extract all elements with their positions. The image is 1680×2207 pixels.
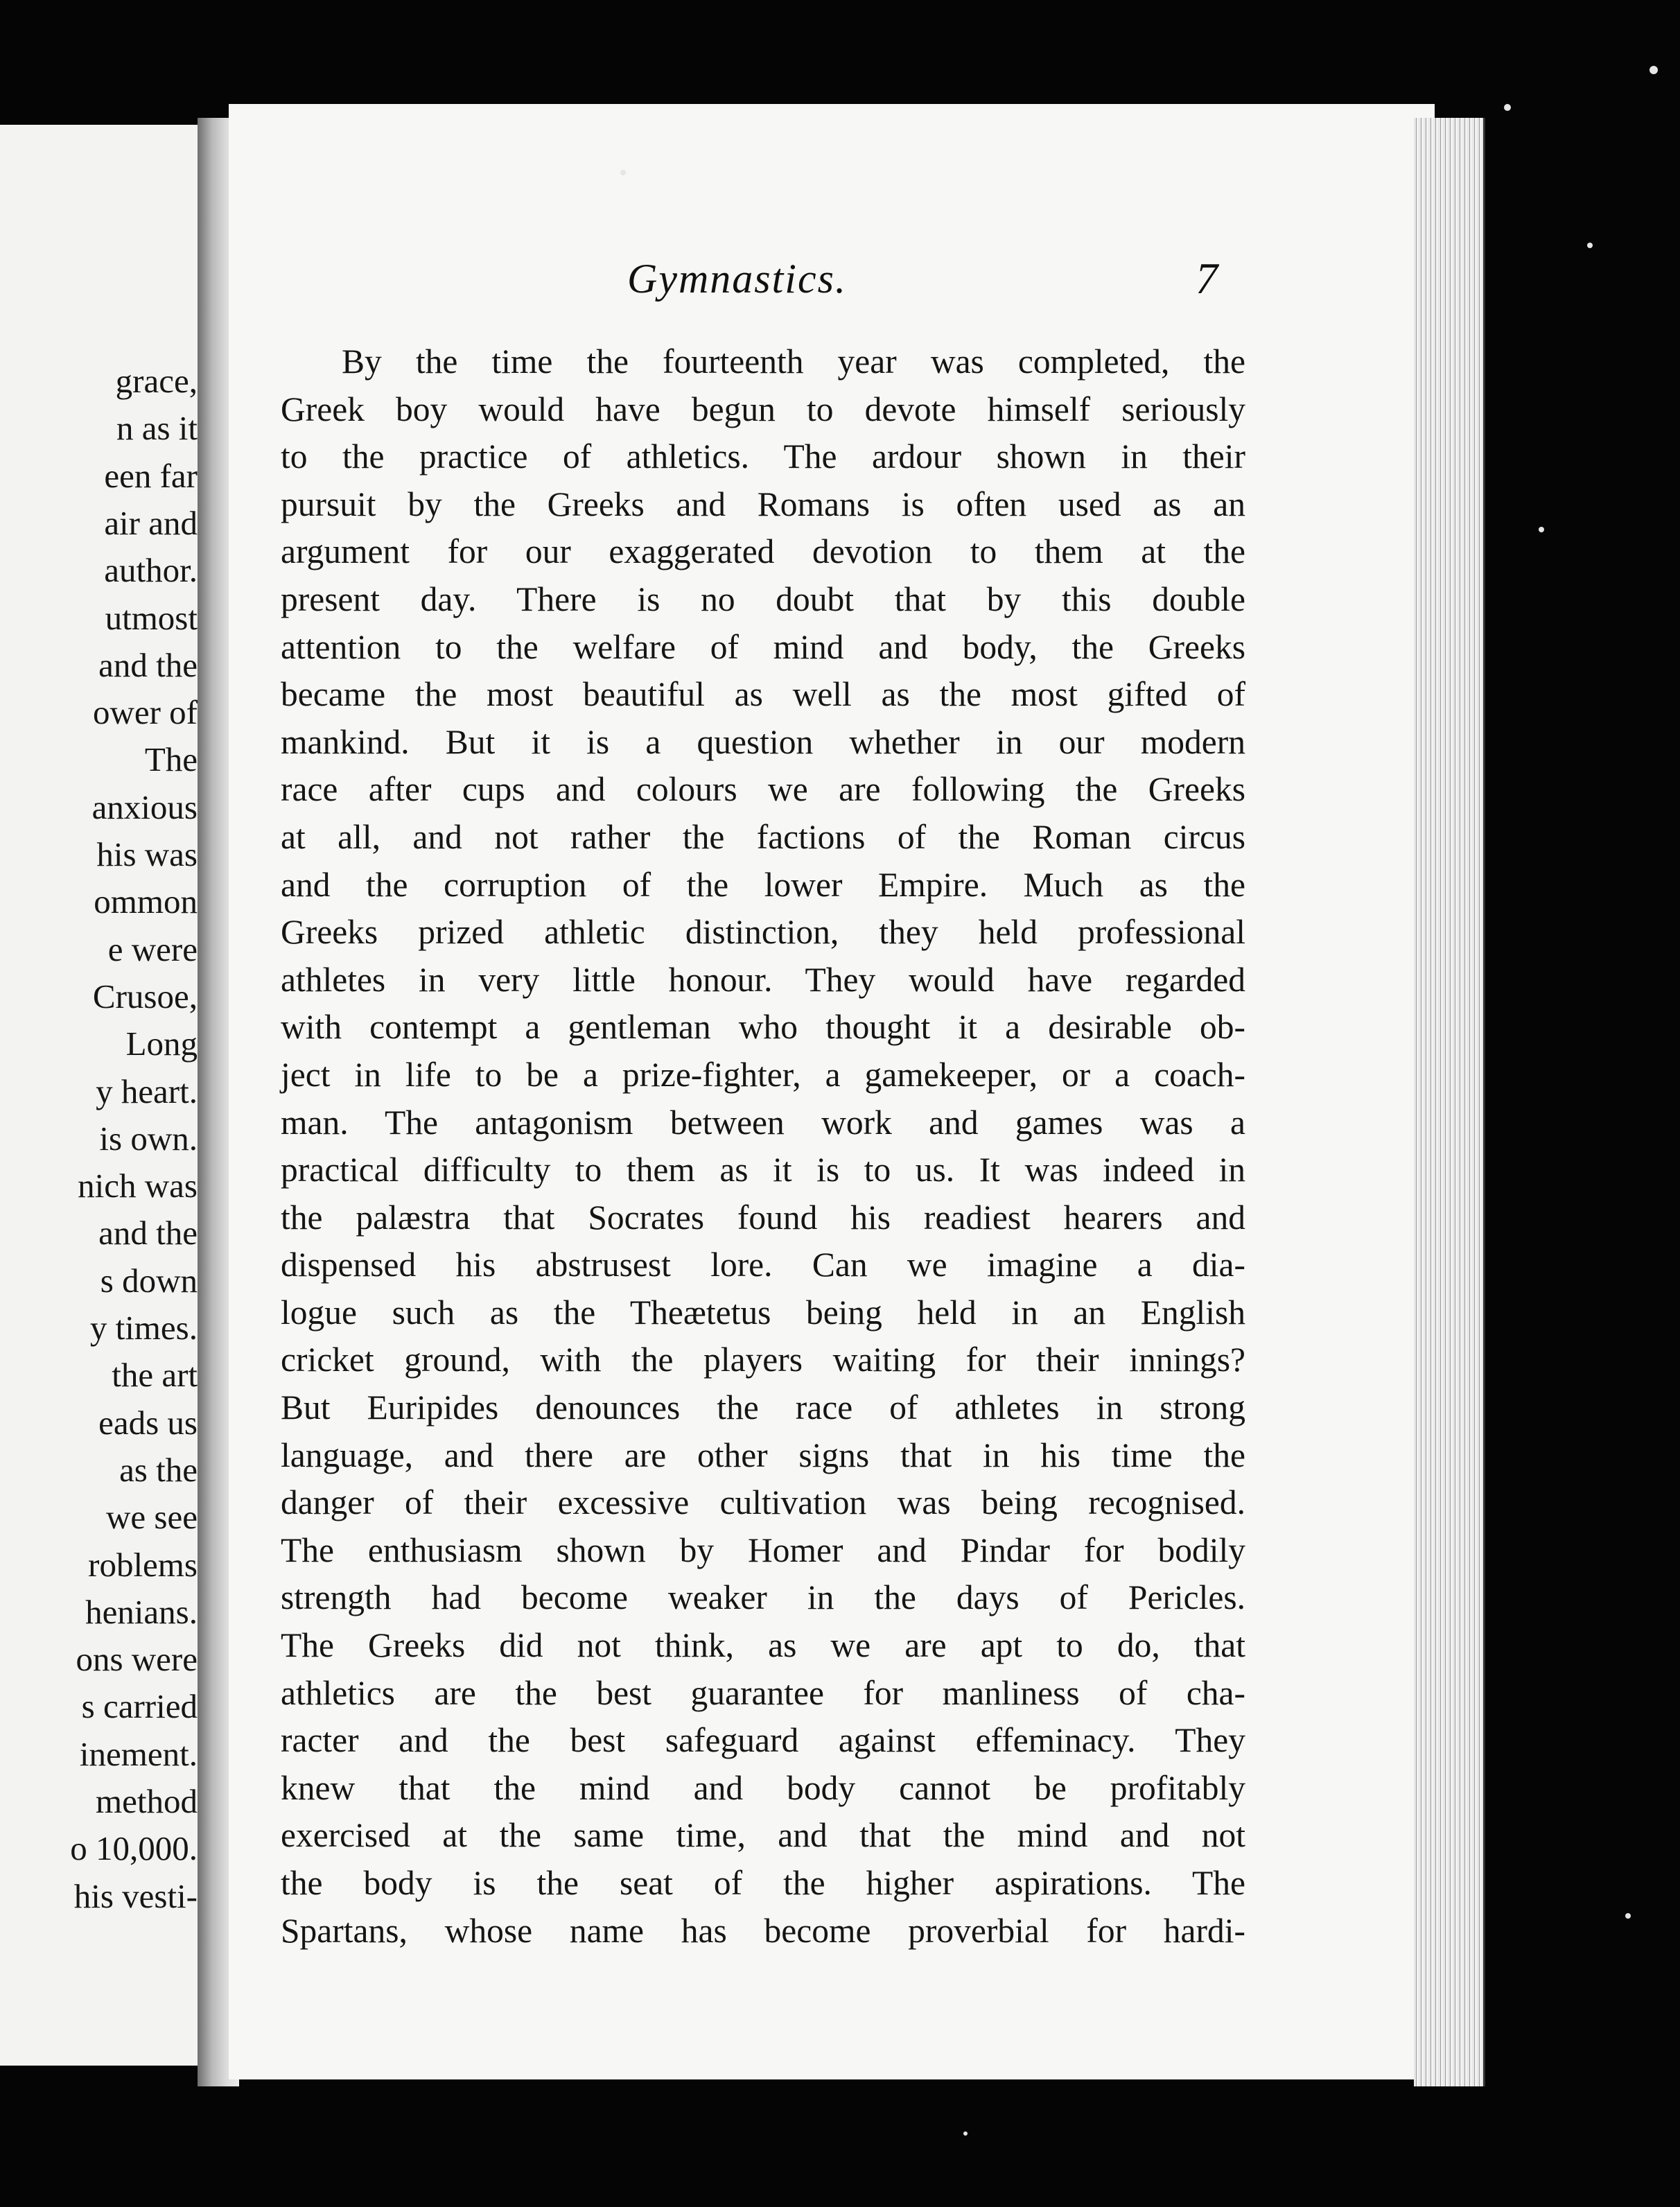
- left-page-line: is own.: [99, 1119, 198, 1158]
- dust-speck: [1587, 243, 1593, 248]
- left-page-line: utmost: [105, 598, 198, 637]
- page-number: 7: [1196, 254, 1218, 303]
- dust-speck: [1625, 1913, 1631, 1919]
- left-page-line: Long: [125, 1024, 198, 1063]
- text-line: ject in life to be a prize-fighter, a gamekeeper, or a coach-: [281, 1055, 1245, 1094]
- left-page-line: ons were: [76, 1640, 198, 1679]
- left-page-line: nich was: [78, 1167, 198, 1205]
- text-line: man. The antagonism between work and games was a: [281, 1103, 1245, 1142]
- left-page-line: henians.: [85, 1592, 198, 1631]
- left-page-line: inement.: [79, 1734, 198, 1773]
- text-line: cricket ground, with the players waiting for their innings?: [281, 1341, 1245, 1379]
- text-line: Spartans, whose name has become proverbial for hardi-: [281, 1911, 1245, 1950]
- text-line: Greek boy would have begun to devote himself seriously: [281, 390, 1245, 428]
- text-line: at all, and not rather the factions of the Roman circus: [281, 817, 1245, 856]
- left-page-line: grace,: [115, 362, 198, 400]
- left-page-line: ommon: [94, 882, 198, 921]
- text-line: with contempt a gentleman who thought it a desirable ob-: [281, 1008, 1245, 1047]
- dust-speck: [620, 170, 626, 175]
- text-line: argument for our exaggerated devotion to them at the: [281, 532, 1245, 571]
- left-page-line: Crusoe,: [92, 977, 198, 1015]
- left-page-line: The: [144, 740, 198, 779]
- page-edges: [1414, 118, 1485, 2086]
- text-line: race after cups and colours we are following the Greeks: [281, 770, 1245, 809]
- dust-speck: [963, 2131, 968, 2136]
- text-line: the palæstra that Socrates found his readiest hearers and: [281, 1198, 1245, 1237]
- text-line: and the corruption of the lower Empire. Much as the: [281, 865, 1245, 904]
- left-page-line: y heart.: [96, 1072, 198, 1110]
- text-line: danger of their excessive cultivation was being recognised.: [281, 1483, 1245, 1522]
- left-page-line: the art: [112, 1356, 198, 1395]
- text-line: became the most beautiful as well as the most gifted of: [281, 675, 1245, 714]
- text-line: language, and there are other signs that in his time the: [281, 1436, 1245, 1474]
- left-page-line: e were: [107, 930, 198, 968]
- dust-speck: [1504, 104, 1511, 111]
- left-page-line: anxious: [91, 787, 198, 826]
- left-page-line: author.: [104, 551, 198, 590]
- left-page-line: we see: [106, 1498, 198, 1537]
- text-line: athletics are the best guarantee for manliness of cha-: [281, 1673, 1245, 1712]
- text-line: Greeks prized athletic distinction, they held professional: [281, 913, 1245, 952]
- text-line: racter and the best safeguard against effeminacy. They: [281, 1721, 1245, 1760]
- left-page-line: and the: [98, 645, 198, 684]
- text-line: to the practice of athletics. The ardour shown in their: [281, 437, 1245, 476]
- text-line: present day. There is no doubt that by this double: [281, 579, 1245, 618]
- dust-speck: [1539, 527, 1544, 532]
- left-page-line: n as it: [116, 409, 198, 448]
- left-page-line: his was: [96, 835, 198, 873]
- body-text: [281, 338, 1245, 1955]
- text-line: knew that the mind and body cannot be profitably: [281, 1768, 1245, 1807]
- dust-speck: [1650, 66, 1658, 74]
- left-page-line: s down: [100, 1261, 198, 1300]
- text-line: logue such as the Theætetus being held in an English: [281, 1293, 1245, 1332]
- running-head: Gymnastics.: [627, 256, 847, 302]
- text-line: strength had become weaker in the days of Pericles.: [281, 1578, 1245, 1617]
- left-page-line: as the: [119, 1450, 198, 1489]
- left-page-line: his vesti-: [73, 1876, 198, 1915]
- text-line: The enthusiasm shown by Homer and Pindar for bodily: [281, 1530, 1245, 1569]
- text-line: exercised at the same time, and that the mind and not: [281, 1816, 1245, 1855]
- text-line: dispensed his abstrusest lore. Can we imagine a dia-: [281, 1246, 1245, 1284]
- left-page-line: eads us: [98, 1403, 198, 1442]
- left-page-line: y times.: [89, 1309, 198, 1347]
- text-line: attention to the welfare of mind and body, the Greeks: [281, 627, 1245, 666]
- left-page-line: and the: [98, 1214, 198, 1253]
- left-page: [0, 125, 199, 2066]
- text-line: By the time the fourteenth year was completed, the: [342, 342, 1245, 381]
- text-line: But Euripides denounces the race of athletes in strong: [281, 1388, 1245, 1427]
- left-page-line: roblems: [88, 1545, 198, 1584]
- text-line: mankind. But it is a question whether in our modern: [281, 722, 1245, 761]
- left-page-line: air and: [104, 503, 198, 542]
- text-line: The Greeks did not think, as we are apt to do, that: [281, 1626, 1245, 1665]
- left-page-line: o 10,000.: [70, 1829, 198, 1868]
- left-page-line: method: [96, 1782, 198, 1820]
- text-line: practical difficulty to them as it is to us. It was indeed in: [281, 1151, 1245, 1189]
- text-line: pursuit by the Greeks and Romans is often used as an: [281, 485, 1245, 523]
- left-page-line: s carried: [81, 1687, 198, 1726]
- text-line: athletes in very little honour. They would have regarded: [281, 960, 1245, 999]
- left-page-line: een far: [104, 456, 198, 495]
- left-page-line: ower of: [92, 693, 198, 732]
- text-line: the body is the seat of the higher aspirations. The: [281, 1864, 1245, 1902]
